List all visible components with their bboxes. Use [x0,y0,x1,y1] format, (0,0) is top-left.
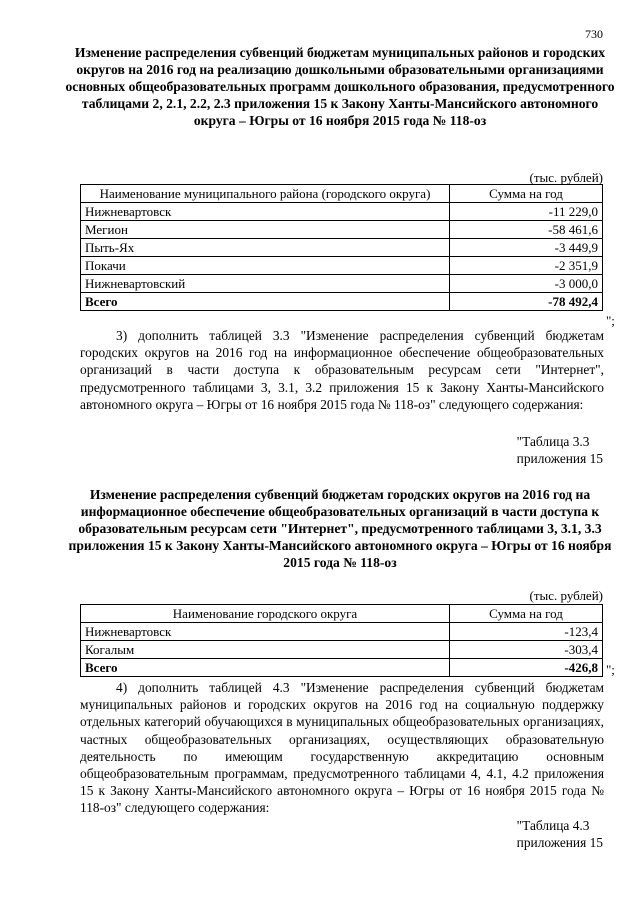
unit-label-2: (тыс. рублей) [529,588,603,603]
table-title-1: Изменение распределения субвенций бюджетам муниципальных районов и городских округов на 2016 год на реализацию дошкольными образовательными организациями основных общеобразовательных программ дошкольного образования, предусмотренного таблицами 2, 2.1, 2.2, 2.3 приложения 15 к Закону Ханты-Мансийского автономного округа – Югры от 16 ноября 2015 года № 118-оз [65,45,615,128]
table-row [81,275,603,293]
row-sum: -58 461,6 [450,221,603,239]
row-name: Пыть-Ях [81,239,450,257]
paragraph-3-text: 3) дополнить таблицей 3.3 "Изменение распределения субвенций бюджетам городских округов на 2016 год на информационное обеспечение общеобразовательных организаций в части доступа к образовательным ресурсам сети "Интернет", предусмотренного таблицами 3, 3.1, 3.2 приложения 15 к Закону Ханты-Мансийского автономного округа – Югры от 16 ноября 2015 года № 118-оз" следующего содержания: [80,328,604,412]
table-reference-1 [517,433,603,467]
table-1 [80,184,603,311]
header-name: Наименование муниципального района (городского округа) [81,185,450,203]
paragraph-4-text: 4) дополнить таблицей 4.3 "Изменение распределения субвенций бюджетам муниципальных районов и городских округов на 2016 год на социальную поддержку отдельных категорий обучающихся в муниципальных общеобразовательных организациях, частных общеобразовательных организациях, осуществляющих образовательную деятельность по имеющим государственную аккредитацию основным общеобразовательным программам, предусмотренного таблицами 4, 4.1, 4.2 приложения 15 к Закону Ханты-Мансийского автономного округа – Югры от 16 ноября 2015 года № 118-оз" следующего содержания: [80,680,604,816]
total-label: Всего [81,293,450,311]
table-title-2: Изменение распределения субвенций бюджетам городских округов на 2016 год на информационное обеспечение общеобразовательных организаций в части доступа к образовательным ресурсам сети "Интернет", предусмотренного таблицами 3, 3.1, 3.3 приложения 15 к Закону Ханты-Мансийского автономного округа – Югры от 16 ноября 2015 года № 118-оз [68,487,612,570]
paragraph-3 [80,327,604,413]
row-sum: -11 229,0 [450,203,603,221]
table-header-row [81,605,603,623]
closing-quote-1: "; [606,313,615,328]
row-name: Когалым [81,641,450,659]
paragraph-4 [80,679,604,817]
table-row [81,257,603,275]
table-row [81,203,603,221]
closing-quote-2: "; [606,662,615,677]
row-name: Нижневартовский [81,275,450,293]
row-sum: -123,4 [450,623,603,641]
header-sum: Сумма на год [450,605,603,623]
total-sum: -78 492,4 [450,293,603,311]
table-row [81,221,603,239]
table-row [81,641,603,659]
row-sum: -3 000,0 [450,275,603,293]
row-name: Нижневартовск [81,623,450,641]
row-name: Мегион [81,221,450,239]
total-sum: -426,8 [450,659,603,677]
row-name: Покачи [81,257,450,275]
row-sum: -303,4 [450,641,603,659]
table-reference-line: "Таблица 4.3 [516,818,590,833]
header-sum: Сумма на год [450,185,603,203]
row-name: Нижневартовск [81,203,450,221]
row-sum: -2 351,9 [450,257,603,275]
total-label: Всего [81,659,450,677]
table-reference-line: приложения 15 [516,451,603,466]
table-reference-2 [517,817,603,851]
table-header-row [81,185,603,203]
table-row [81,623,603,641]
header-name: Наименование городского округа [81,605,450,623]
row-sum: -3 449,9 [450,239,603,257]
total-row [81,293,603,311]
page-number: 730 [585,27,603,41]
table-2 [80,604,603,677]
table-row [81,239,603,257]
table-reference-line: приложения 15 [516,835,603,850]
unit-label-1: (тыс. рублей) [529,170,603,185]
total-row [81,659,603,677]
table-reference-line: "Таблица 3.3 [516,434,590,449]
